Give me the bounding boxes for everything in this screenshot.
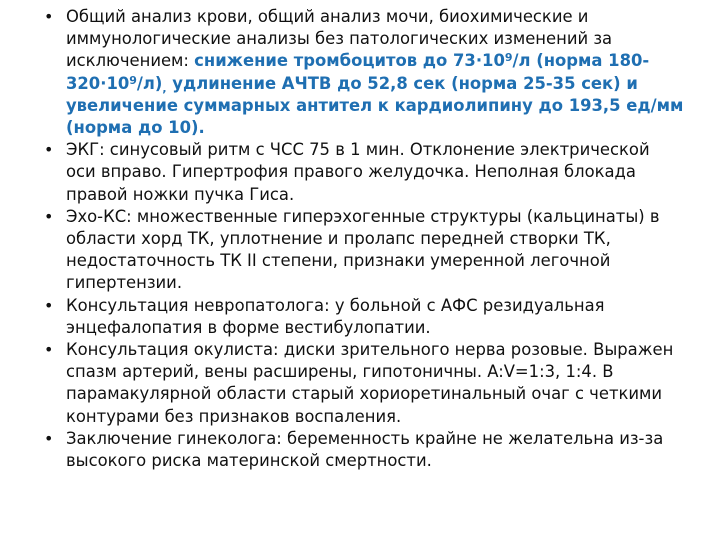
exponent: 9 [129,73,137,87]
platelets-unit-text: /л) [136,73,163,93]
finding-ophthalmologist [44,339,684,428]
ophthalmologist-text: Консультация окулиста: диски зрительного нерва розовые. Выражен спазм артерий, вены расширены, гипотоничны. A:V=1:3, 1:4. В парамакулярной области старый хориоретинальный очаг с четкими контурами без признаков воспаления. [66,340,674,426]
finding-echo [44,206,684,295]
bullet: • [44,340,54,360]
finding-ecg [44,139,684,206]
echo-text: Эхо-КС: множественные гиперэхогенные структуры (кальцинаты) в области хорд ТК, уплотнение и пролапс передней створки ТК, недостаточность ТК II степени, признаки умеренной легочной гипертензии. [66,206,660,293]
finding-lab-tests [44,6,684,139]
finding-neurologist [44,295,684,339]
bullet: • [44,206,54,226]
platelets-text: снижение тромбоцитов до 73·10 [194,51,505,71]
neurologist-text: Консультация невропатолога: у больной с АФС резидуальная энцефалопатия в форме вестибулопатии. [66,295,605,337]
bullet: • [44,140,54,160]
platelets-norm-text: /л (норма 180-320·10 [66,51,650,93]
gynecologist-text: Заключение гинеколога: беременность крайне не желательна из-за высокого риска материнской смертности. [66,428,664,471]
aptt-antibodies-text: удлинение АЧТВ до 52,8 сек (норма 25-35 сек) и увеличение суммарных антител к кардиолипину до 193,5 ед/мм (норма до 10). [66,73,684,138]
comma-sub: , [162,81,167,95]
lab-tests-text: Общий анализ крови, общий анализ мочи, биохимические и иммунологические анализы без патологических изменений за исключением: [66,7,613,71]
bullet: • [44,295,54,315]
finding-gynecologist [44,428,684,472]
findings-list [44,6,684,472]
bullet: • [44,428,54,448]
exponent: 9 [504,51,513,65]
ecg-text: ЭКГ: синусовый ритм с ЧСС 75 в 1 мин. Отклонение электрической оси вправо. Гипертрофия правого желудочка. Неполная блокада правой ножки пучка Гиса. [66,140,650,204]
bullet: • [44,7,54,26]
